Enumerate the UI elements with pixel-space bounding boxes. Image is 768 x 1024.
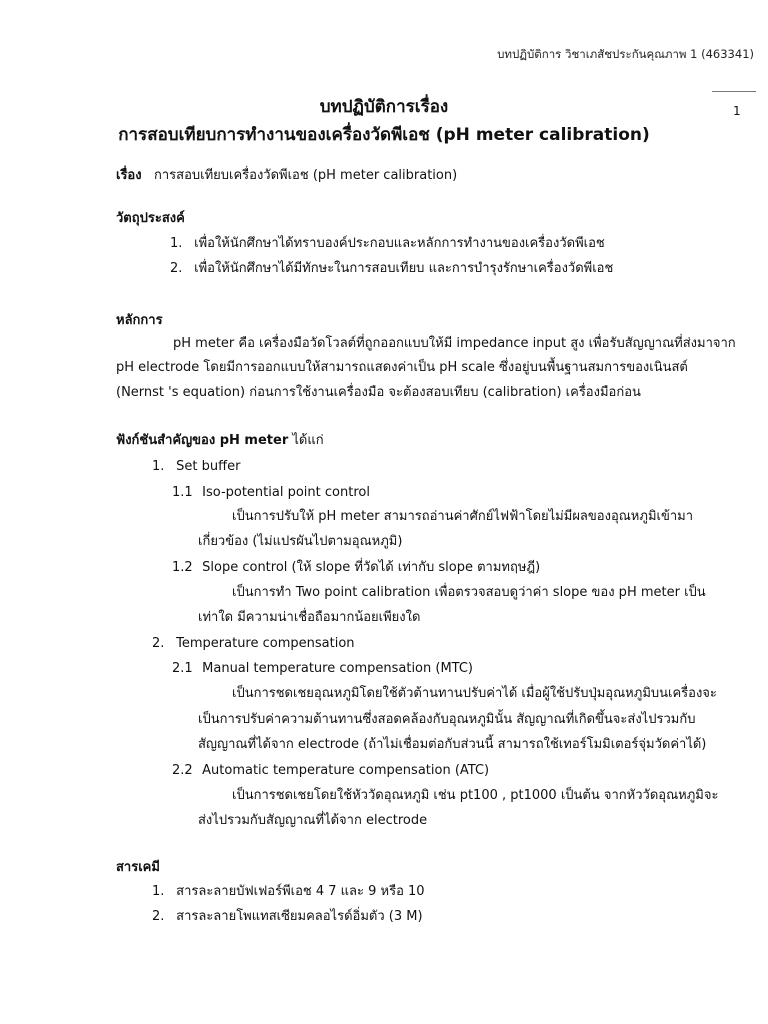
objectives-heading: วัตถุประสงค์ — [116, 211, 185, 226]
function-desc-line: เป็นการชดเชยอุณหภูมิโดยใช้ตัวต้านทานปรับค่าได้ เมื่อผู้ใช้ปรับปุ่มอุณหภูมิบนเครื่องจะ — [232, 686, 717, 701]
objective-text: เพื่อให้นักศึกษาได้ทราบองค์ประกอบและหลักการทำงานของเครื่องวัดพีเอช — [194, 236, 605, 251]
function-desc-line: เท่าใด มีความน่าเชื่อถือมากน้อยเพียงใด — [198, 610, 421, 625]
subject-line — [116, 167, 457, 185]
function-item — [152, 635, 355, 653]
function-subitem-text: Automatic temperature compensation (ATC) — [202, 763, 490, 778]
objective-item — [170, 235, 605, 253]
function-desc-line: เป็นการชดเชยโดยใช้หัววัดอุณหภูมิ เช่น pt100 , pt1000 เป็นต้น จากหัววัดอุณหภูมิจะ — [232, 788, 719, 803]
function-subitem-text: Manual temperature compensation (MTC) — [202, 661, 474, 676]
function-desc-line: เป็นการปรับค่าความต้านทานซึ่งสอดคล้องกับอุณหภูมินั้น สัญญาณที่เกิดขึ้นจะส่งไปรวมกับ — [198, 712, 696, 727]
subject-label: เรื่อง — [116, 168, 142, 183]
functions-heading — [116, 432, 324, 450]
function-desc-line: เป็นการปรับให้ pH meter สามารถอ่านค่าศักย์ไฟฟ้าโดยไม่มีผลของอุณหภูมิเข้ามา — [232, 509, 694, 524]
function-subitem-number: 1.2 — [172, 560, 193, 575]
principle-line: (Nernst 's equation) ก่อนการใช้งานเครื่องมือ จะต้องสอบเทียบ (calibration) เครื่องมือก่อน — [116, 385, 641, 400]
chemical-item — [152, 908, 423, 926]
running-header: บทปฏิบัติการ วิชาเภสัชประกันคุณภาพ 1 (463341) — [497, 47, 754, 61]
chemical-text: สารละลายโพแทสเซียมคลอไรด์อิ่มตัว (3 M) — [176, 909, 423, 924]
page-number: 1 — [733, 104, 741, 118]
function-subitem-number: 2.2 — [172, 763, 193, 778]
function-text: Temperature compensation — [176, 636, 355, 651]
objective-text: เพื่อให้นักศึกษาได้มีทักษะในการสอบเทียบ และการบำรุงรักษาเครื่องวัดพีเอช — [194, 261, 614, 276]
function-text: Set buffer — [176, 459, 241, 474]
chemical-text: สารละลายบัฟเฟอร์พีเอช 4 7 และ 9 หรือ 10 — [176, 884, 425, 899]
function-subitem-text: Iso-potential point control — [202, 485, 370, 500]
function-subitem — [172, 559, 540, 577]
chemical-number: 2. — [152, 909, 165, 924]
function-subitem — [172, 762, 489, 780]
function-number: 2. — [152, 636, 165, 651]
header-rule — [712, 91, 756, 92]
title-line-1: บทปฏิบัติการเรื่อง — [319, 97, 449, 117]
principle-line: pH meter คือ เครื่องมือวัดโวลต์ที่ถูกออกแบบให้มี impedance input สูง เพื่อรับสัญญาณที่ส่งมาจาก — [173, 336, 736, 351]
function-subitem-number: 2.1 — [172, 661, 193, 676]
title-line-2: การสอบเทียบการทำงานของเครื่องวัดพีเอช (pH meter calibration) — [118, 125, 650, 145]
subject-text: การสอบเทียบเครื่องวัดพีเอช (pH meter calibration) — [154, 168, 458, 183]
objective-number: 1. — [170, 236, 183, 251]
function-desc-line: สัญญาณที่ได้จาก electrode (ถ้าไม่เชื่อมต่อกับส่วนนี้ สามารถใช้เทอร์โมมิเตอร์จุ่มวัดค่าได้) — [198, 737, 707, 752]
chemical-item — [152, 883, 425, 901]
function-desc-line: เป็นการทำ Two point calibration เพื่อตรวจสอบดูว่าค่า slope ของ pH meter เป็น — [232, 585, 706, 600]
objective-item — [170, 260, 613, 278]
objective-number: 2. — [170, 261, 183, 276]
principle-heading: หลักการ — [116, 313, 163, 328]
chemical-number: 1. — [152, 884, 165, 899]
functions-heading-rest: ได้แก่ — [288, 433, 324, 448]
function-subitem-number: 1.1 — [172, 485, 193, 500]
function-desc-line: เกี่ยวข้อง (ไม่แปรผันไปตามอุณหภูมิ) — [198, 534, 403, 549]
functions-heading-bold: ฟังก์ชันสำคัญของ pH meter — [116, 433, 289, 448]
chemicals-heading: สารเคมี — [116, 860, 160, 875]
function-subitem-text: Slope control (ให้ slope ที่วัดได้ เท่ากับ slope ตามทฤษฎี) — [202, 560, 541, 575]
function-subitem — [172, 660, 473, 678]
function-subitem — [172, 484, 370, 502]
function-desc-line: ส่งไปรวมกับสัญญาณที่ได้จาก electrode — [198, 813, 428, 828]
principle-line: pH electrode โดยมีการออกแบบให้สามารถแสดงค่าเป็น pH scale ซึ่งอยู่บนพื้นฐานสมการของเนินสต์ — [116, 360, 688, 375]
function-item — [152, 458, 240, 476]
function-number: 1. — [152, 459, 165, 474]
